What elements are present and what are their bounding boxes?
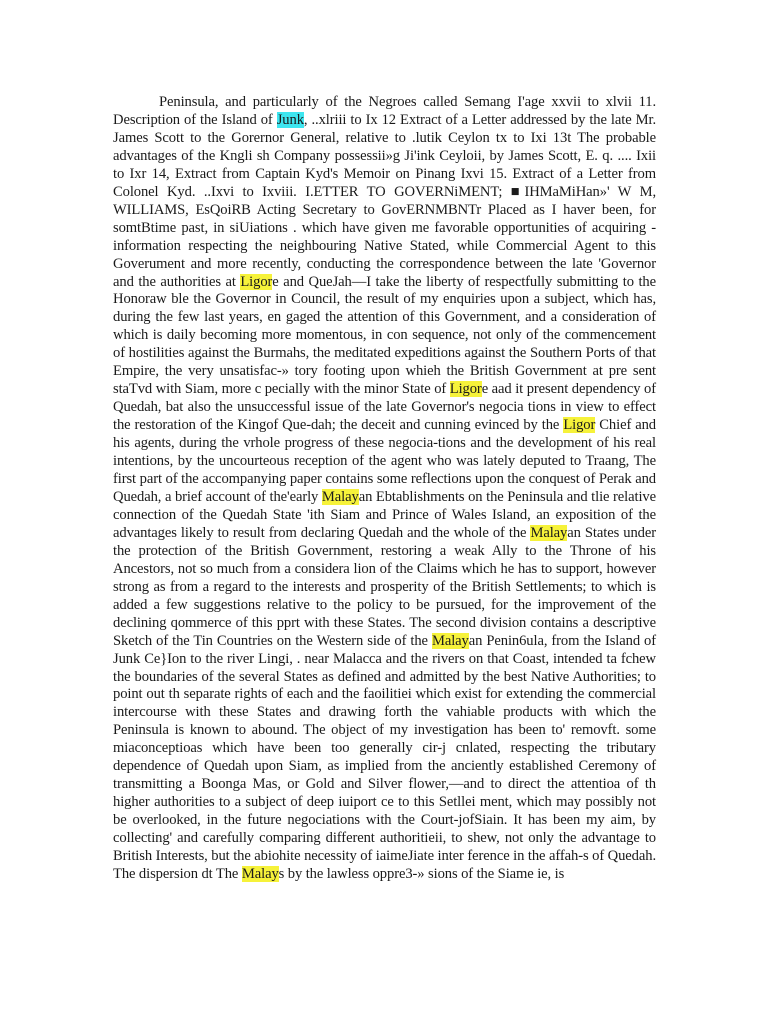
highlight-ligor: Ligor [449,381,482,398]
document-page [113,94,656,884]
highlight-malay: Malay [431,632,469,649]
text-segment: , ..xlriii to Ix 12 Extract of a Letter addressed by the late Mr. James Scott to the Gorernor General, relative to .lutik Ceylon tx to Ixi 13t The probable advantages of the Kngli sh Company possessii»g Ji'ink Ceyloii, by James Scott, E. q. .... Ixii to Ixr 14, Extract from Captain Kyd's Memoir on Pinang Ixvi 15. Extract of a Letter from Colonel Kyd. ..Ixvi to Ixviii. I.ETTER TO GOVERNiMENT; ■IHMaMiHan»' W M, WILLIAMS, EsQoiRB Acting Secretary to GovERNMBNTr Placed as I haver been, for somtBtime past, in siUiations . which have given me favorable opportunities of acquiring -information respecting the neighbouring Native Stated, while Commercial Agent to this Goverument and more recently, conducting the correspondence between the late 'Governor and the authorities at [113,111,656,290]
text-segment: an States under the protection of the British Government, restoring a weak Ally to the Throne of his Ancestors, not so much from a considera lion of the Claims which he has to support, however strong as from a regard to the interests and prosperity of the British Settlements; to which is added a few suggestions relative to the policy to be pursued, for the improvement of the declining qommerce of this pprt with these States. The second division contains a descriptive Sketch of the Tin Countries on the Western side of the [113,524,656,649]
text-segment: e aad it present dependency of Quedah, bat also the unsuccessful issue of the late Governor's negocia tions in view to effect the restoration of the Kingof Que-dah; the deceit and cunning evinced by the [113,381,656,434]
text-segment: an Ebtablishments on the Peninsula and tlie relative connection of the Quedah State 'ith Siam and Prince of Wales Island, an exposition of the advantages likely to result from declaring Quedah and the whole of the [113,488,656,541]
text-segment: s by the lawless oppre3-» sions of the Siame ie, is [278,865,565,882]
text-segment: Chief and his agents, during the vrhole progress of these negocia-tions and the development of his real intentions, by the uncourteous reception of the agent who was lately deputed to Traang, The first part of the accompanying paper contains some reflections upon the conquest of Perak and Quedah, a brief account of the'early [113,417,657,505]
highlight-malay: Malay [530,524,568,541]
text-segment: e and QueJah—I take the liberty of respectfully submitting to the Honoraw ble the Governor in Council, the result of my enquiries upon a subject, which has, during the few last years, en gaged the attention of this Government, and a consideration of which is daily becoming more momentous, in con sequence, not only of the commencement of hostilities against the Burmahs, the meditated expeditions against the Southern Ports of that Empire, the very unsatisfac-» tory footing upon whieh the British Government at pre sent staTvd with Siam, more c pecially with the minor State of [113,273,656,398]
highlight-malay: Malay [241,865,279,882]
highlight-malay: Malay [321,488,359,505]
highlight-ligor: Ligor [240,273,273,290]
text-segment: an Penin6ula, from the Island of Junk Ce}Ion to the river Lingi, . near Malacca and the rivers on that Coast, intended ta fchew the boundaries of the several States as defined and admitted by the best Native Authorities; to point out th separate rights of each and the faoilitiei which exist for extending the commercial intercourse with these States and drawing forth the vahiable products with which the Peninsula is known to abound. The object of my investigation has been to' removft. some miaconceptioas which have been too generally cir-j cnlated, respecting the tributary dependence of Quedah upon Siam, as implied from the anciently established Ceremony of transmitting a Boonga Mas, or Gold and Silver flower,—and to direct the attentioa of th higher authorities to a subject of deep iuiport ce to this Setllei ment, which may possibly not be overlooked, in the future negociations with the Court-jofSiain. It has been my aim, by collecting' and carefully comparing different authoritieii, to shew, not only the advantage to British Interests, but the abiohite necessity of iaimeJiate inter ference in the affah-s of Quedah. The dispersion dt The [113,632,656,882]
body-paragraph [113,94,656,884]
highlight-ligor: Ligor [563,417,596,434]
text-segment: Peninsula, and particularly of the Negroes called Semang I'age xxvii to xlvii 11. Description of the Island of [113,94,656,128]
highlight-junk: Junk [276,111,304,128]
